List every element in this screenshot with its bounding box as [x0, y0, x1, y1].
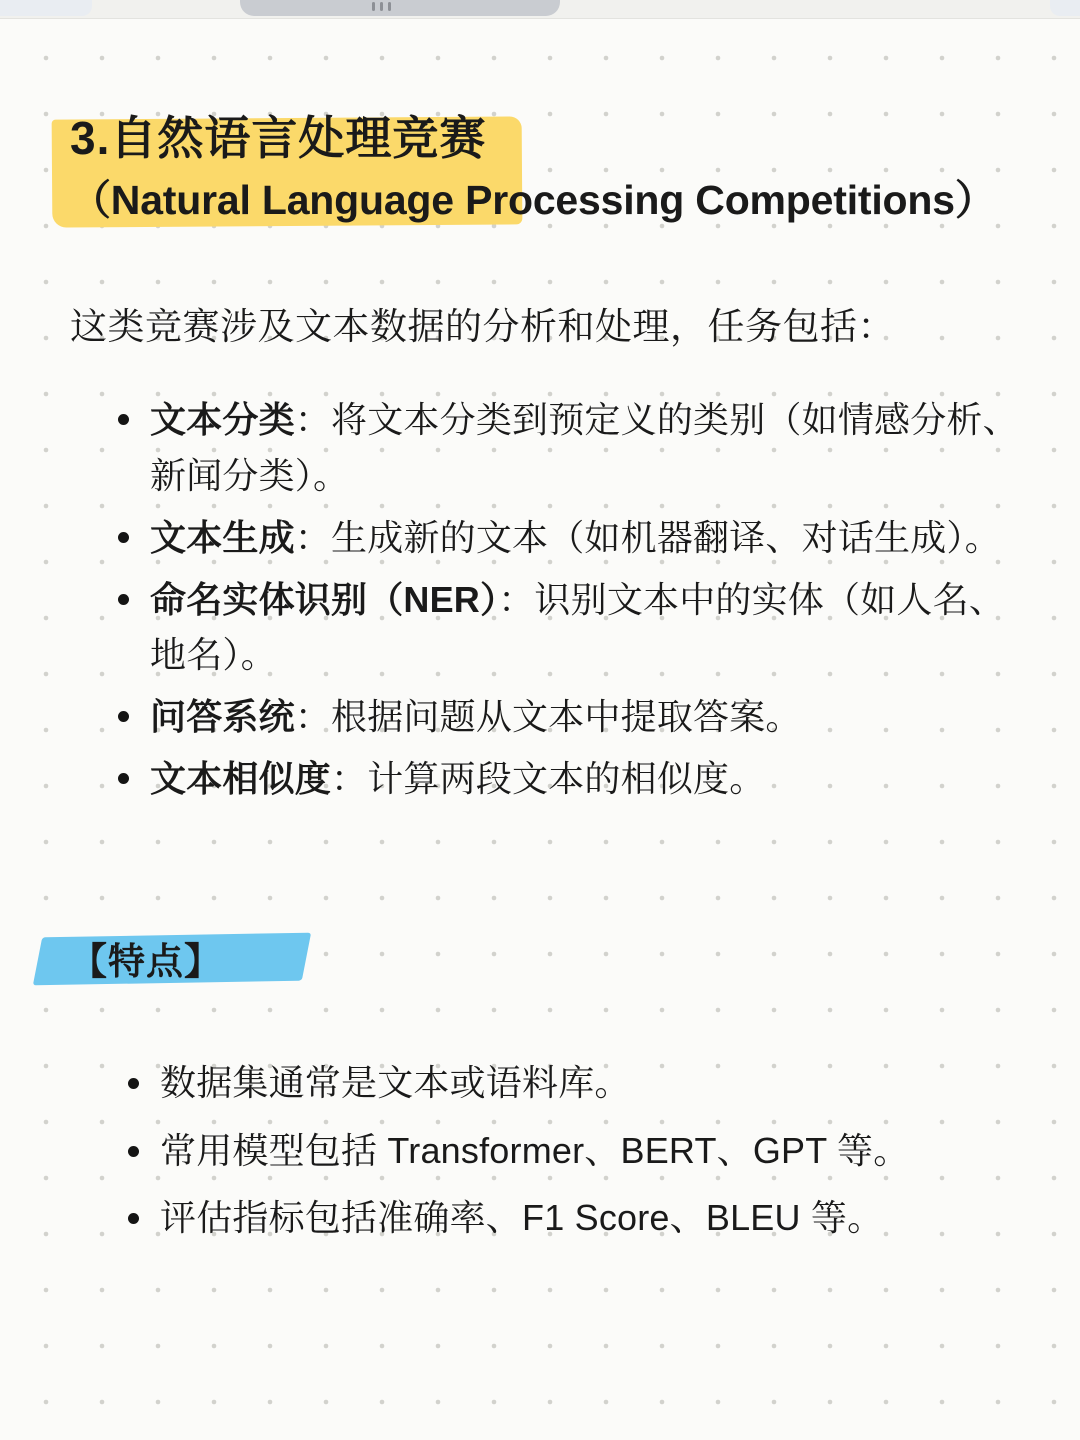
feature-heading	[70, 931, 222, 985]
task-separator: ：	[498, 578, 535, 620]
browser-chrome-strip	[0, 0, 1080, 19]
task-list	[40, 392, 1040, 807]
chrome-left-pill	[0, 0, 92, 16]
task-text: 生成新的文本（如机器翻译、对话生成）。	[331, 516, 1001, 558]
task-label: 文本生成	[150, 516, 295, 558]
task-label: 问答系统	[150, 696, 295, 738]
task-label: 文本相似度	[150, 758, 332, 800]
task-separator: ：	[294, 516, 332, 558]
feature-list	[40, 1055, 1040, 1246]
page-title-cn: 3.自然语言处理竞赛	[70, 112, 487, 164]
drag-handle-icon[interactable]	[372, 2, 391, 11]
list-item: 数据集通常是文本或语料库。	[128, 1055, 1030, 1111]
title-cn-wrap	[70, 110, 486, 168]
task-text: 将文本分类到预定义的类别（如情感分析、新闻分类）。	[150, 399, 1019, 497]
chrome-tab-handle[interactable]	[240, 0, 560, 16]
task-text: 计算两段文本的相似度。	[367, 758, 766, 800]
list-item	[118, 392, 1030, 504]
list-item	[118, 572, 1030, 684]
task-separator: ：	[294, 696, 332, 738]
list-item	[118, 751, 1030, 807]
task-label: 文本分类	[150, 399, 295, 441]
task-separator: ：	[294, 399, 332, 441]
chrome-right-pill	[1050, 0, 1080, 16]
task-label: 命名实体识别（NER）	[150, 578, 499, 620]
task-text: 识别文本中的实体（如人名、地名）。	[150, 578, 1006, 676]
task-separator: ：	[331, 758, 368, 800]
feature-heading-label: 【特点】	[70, 940, 222, 982]
list-item	[118, 510, 1030, 566]
intro-paragraph: 这类竞赛涉及文本数据的分析和处理，任务包括：	[70, 305, 895, 347]
list-item: 评估指标包括准确率、F1 Score、BLEU 等。	[128, 1190, 1030, 1246]
title-block	[40, 110, 1040, 227]
page-title-en: （Natural Language Processing Competitions）	[70, 176, 996, 223]
list-item: 常用模型包括 Transformer、BERT、GPT 等。	[128, 1123, 1030, 1179]
list-item	[118, 689, 1030, 745]
task-text: 根据问题从文本中提取答案。	[331, 696, 802, 738]
